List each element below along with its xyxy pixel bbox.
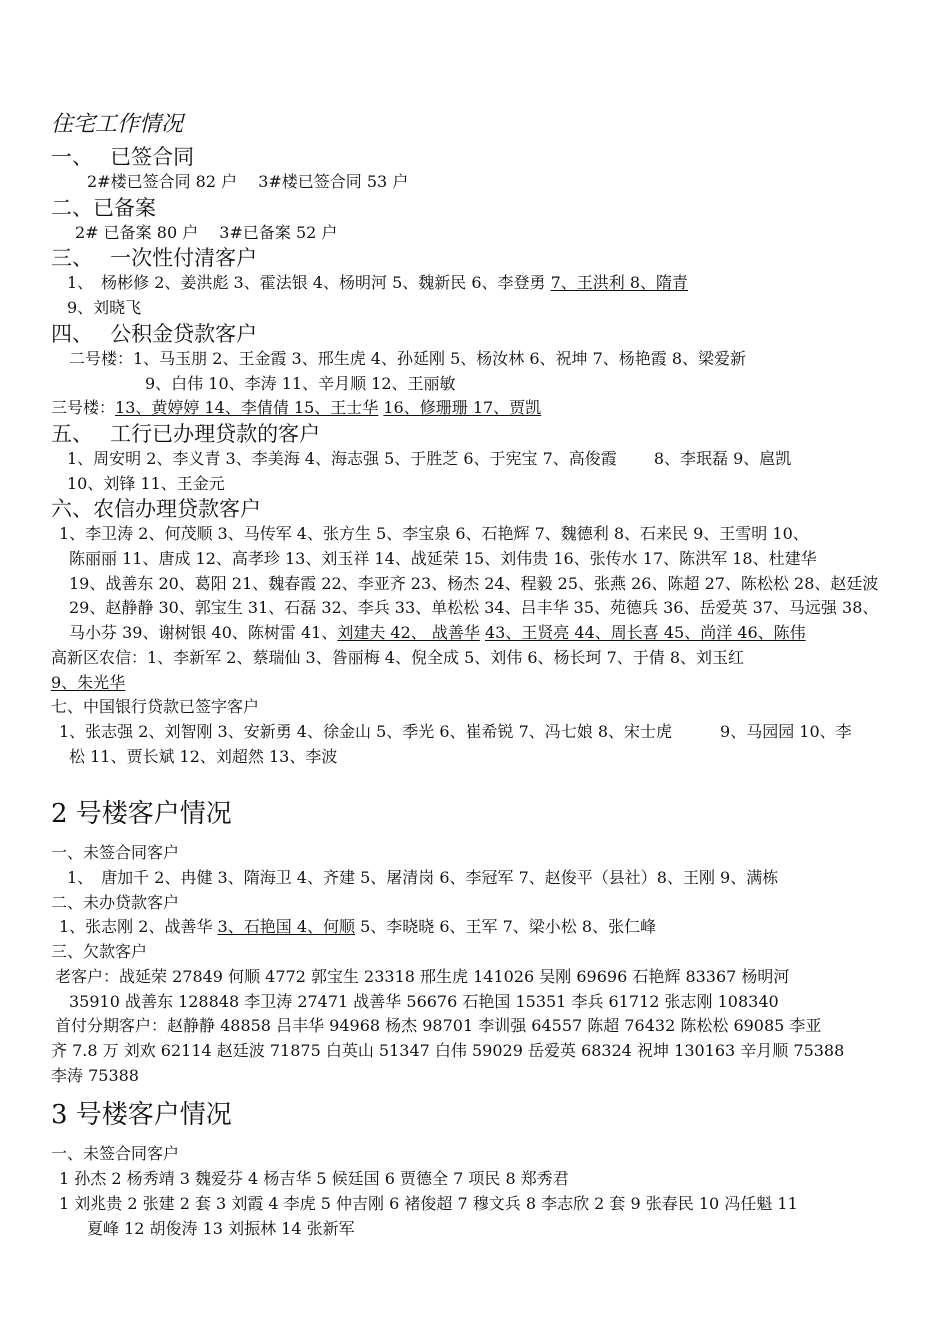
building-3-label: 三号楼： bbox=[51, 398, 116, 418]
b2-no-loan-line-1 bbox=[51, 915, 903, 940]
provident-names-underlined-2: 16、修珊珊 17、贾凯 bbox=[383, 398, 542, 418]
provident-line-3 bbox=[51, 396, 903, 421]
full-payment-names: 1、 杨彬修 2、姜洪彪 3、霍法银 4、杨明河 5、魏新民 6、李登勇 bbox=[67, 273, 551, 293]
b3-unsigned-line-3: 夏峰 12 胡俊涛 13 刘振林 14 张新军 bbox=[87, 1218, 355, 1238]
section-heading-filed: 二、已备案 bbox=[51, 195, 156, 220]
b3-unsigned-line-2: 1 刘兆贵 2 张建 2 套 3 刘霞 4 李虎 5 仲吉刚 6 褚俊超 7 穆文兵 8 李志欣 2 套 9 张春民 10 冯任魁 11 bbox=[59, 1193, 798, 1213]
b2-no-loan-names-2: 5、李晓晓 6、王军 7、梁小松 8、张仁峰 bbox=[355, 917, 657, 937]
boc-line-2: 松 11、贾长斌 12、刘超然 13、李波 bbox=[69, 746, 338, 766]
b2-unsigned-line-1: 1、 唐加千 2、冉健 3、隋海卫 4、齐建 5、屠清岗 6、李冠军 7、赵俊平（县社）8、王刚 9、满栋 bbox=[67, 868, 779, 888]
b2-arrears-line-3: 首付分期客户：赵静静 48858 吕丰华 94968 杨杰 98701 李训强 64557 陈超 76432 陈松松 69085 李亚 bbox=[55, 1016, 822, 1036]
provident-line-2: 9、白伟 10、李涛 11、辛月顺 12、王丽敏 bbox=[145, 373, 456, 393]
b2-unsigned-heading: 一、未签合同客户 bbox=[51, 843, 180, 863]
rural-names-underlined-1: 刘建夫 42、 战善华 bbox=[337, 623, 480, 643]
b2-arrears-line-5: 李涛 75388 bbox=[51, 1065, 139, 1085]
building-3-heading: 3 号楼客户情况 bbox=[51, 1100, 232, 1131]
provident-line-1: 二号楼：1、马玉朋 2、王金霞 3、邢生虎 4、孙延刚 5、杨汝林 6、祝坤 7、杨艳霞 8、梁爱新 bbox=[69, 348, 747, 368]
rural-line-2: 陈丽丽 11、唐成 12、高孝珍 13、刘玉祥 14、战延荣 15、刘伟贵 16、张传水 17、陈洪军 18、杜建华 bbox=[69, 549, 817, 569]
boc-line-1: 1、张志强 2、刘智刚 3、安新勇 4、徐金山 5、季光 6、崔希锐 7、冯七娘 8、宋士虎 9、马园园 10、李 bbox=[59, 721, 852, 741]
section-heading-boc-loans: 七、中国银行贷款已签字客户 bbox=[51, 697, 260, 717]
rural-line-5 bbox=[51, 621, 903, 646]
document-title: 住宅工作情况 bbox=[51, 112, 184, 137]
provident-names-underlined-1: 13、黄婷婷 14、李倩倩 15、王士华 bbox=[115, 398, 379, 418]
b2-no-loan-names-1: 1、张志刚 2、战善华 bbox=[59, 917, 218, 937]
building-2-heading: 2 号楼客户情况 bbox=[51, 799, 232, 830]
b2-arrears-line-4: 齐 7.8 万 刘欢 62114 赵廷波 71875 白英山 51347 白伟 59029 岳爱英 68324 祝坤 130163 辛月顺 75388 bbox=[51, 1040, 845, 1060]
section-heading-signed: 一、 已签合同 bbox=[51, 145, 195, 169]
rural-hightech-line-2 bbox=[51, 671, 903, 696]
signed-line-1: 2#楼已签合同 82 户 3#楼已签合同 53 户 bbox=[87, 172, 409, 191]
b2-no-loan-underlined: 3、石艳国 4、何顺 bbox=[217, 917, 355, 937]
b3-unsigned-heading: 一、未签合同客户 bbox=[51, 1144, 180, 1164]
b2-arrears-line-2: 35910 战善东 128848 李卫涛 27471 战善华 56676 石艳国 15351 李兵 61712 张志刚 108340 bbox=[69, 991, 779, 1011]
icbc-line-1: 1、周安明 2、李义青 3、李美海 4、海志强 5、于胜芝 6、于宪宝 7、高俊霞 8、李珉磊 9、扈凯 bbox=[67, 448, 792, 468]
filed-line-1: 2# 已备案 80 户 3#已备案 52 户 bbox=[75, 222, 338, 242]
section-heading-full-payment: 三、 一次性付清客户 bbox=[51, 246, 258, 271]
full-payment-line-1 bbox=[51, 271, 903, 296]
b2-no-loan-heading: 二、未办贷款客户 bbox=[51, 892, 180, 912]
rural-names-underlined-2: 43、王贤亮 44、周长喜 45、尚洋 46、陈伟 bbox=[484, 623, 806, 643]
rural-hightech-underlined: 9、朱光华 bbox=[51, 672, 126, 692]
icbc-line-2: 10、刘锋 11、王金元 bbox=[67, 473, 225, 493]
full-payment-names-underlined: 7、王洪利 8、隋青 bbox=[550, 273, 689, 293]
rural-line-4: 29、赵静静 30、郭宝生 31、石磊 32、李兵 33、单松松 34、吕丰华 35、苑德兵 36、岳爱英 37、马远强 38、 bbox=[69, 598, 879, 618]
b2-arrears-heading: 三、欠款客户 bbox=[51, 942, 148, 962]
rural-line-3: 19、战善东 20、葛阳 21、魏春霞 22、李亚齐 23、杨杰 24、程毅 25、张燕 26、陈超 27、陈松松 28、赵廷波 bbox=[69, 573, 879, 593]
b3-unsigned-line-1: 1 孙杰 2 杨秀靖 3 魏爱芬 4 杨吉华 5 候廷国 6 贾德全 7 项民 8 郑秀君 bbox=[59, 1169, 569, 1189]
full-payment-line-2: 9、刘晓飞 bbox=[67, 298, 142, 318]
section-heading-icbc-loans: 五、 工行已办理贷款的客户 bbox=[51, 421, 321, 446]
rural-hightech-line-1: 高新区农信：1、李新军 2、蔡瑞仙 3、昝丽梅 4、倪全成 5、刘伟 6、杨长珂 7、于倩 8、刘玉红 bbox=[51, 647, 745, 667]
b2-arrears-line-1: 老客户：战延荣 27849 何顺 4772 郭宝生 23318 邢生虎 141026 吴刚 69696 石艳辉 83367 杨明河 bbox=[55, 966, 790, 986]
section-heading-provident-fund: 四、 公积金贷款客户 bbox=[51, 321, 258, 346]
rural-names: 马小芬 39、谢树银 40、陈树雷 41、 bbox=[69, 623, 338, 643]
section-heading-rural-credit: 六、农信办理贷款客户 bbox=[51, 497, 261, 522]
rural-line-1: 1、李卫涛 2、何茂顺 3、马传军 4、张方生 5、李宝泉 6、石艳辉 7、魏德利 8、石来民 9、王雪明 10、 bbox=[59, 524, 809, 544]
document-page bbox=[51, 108, 903, 1241]
